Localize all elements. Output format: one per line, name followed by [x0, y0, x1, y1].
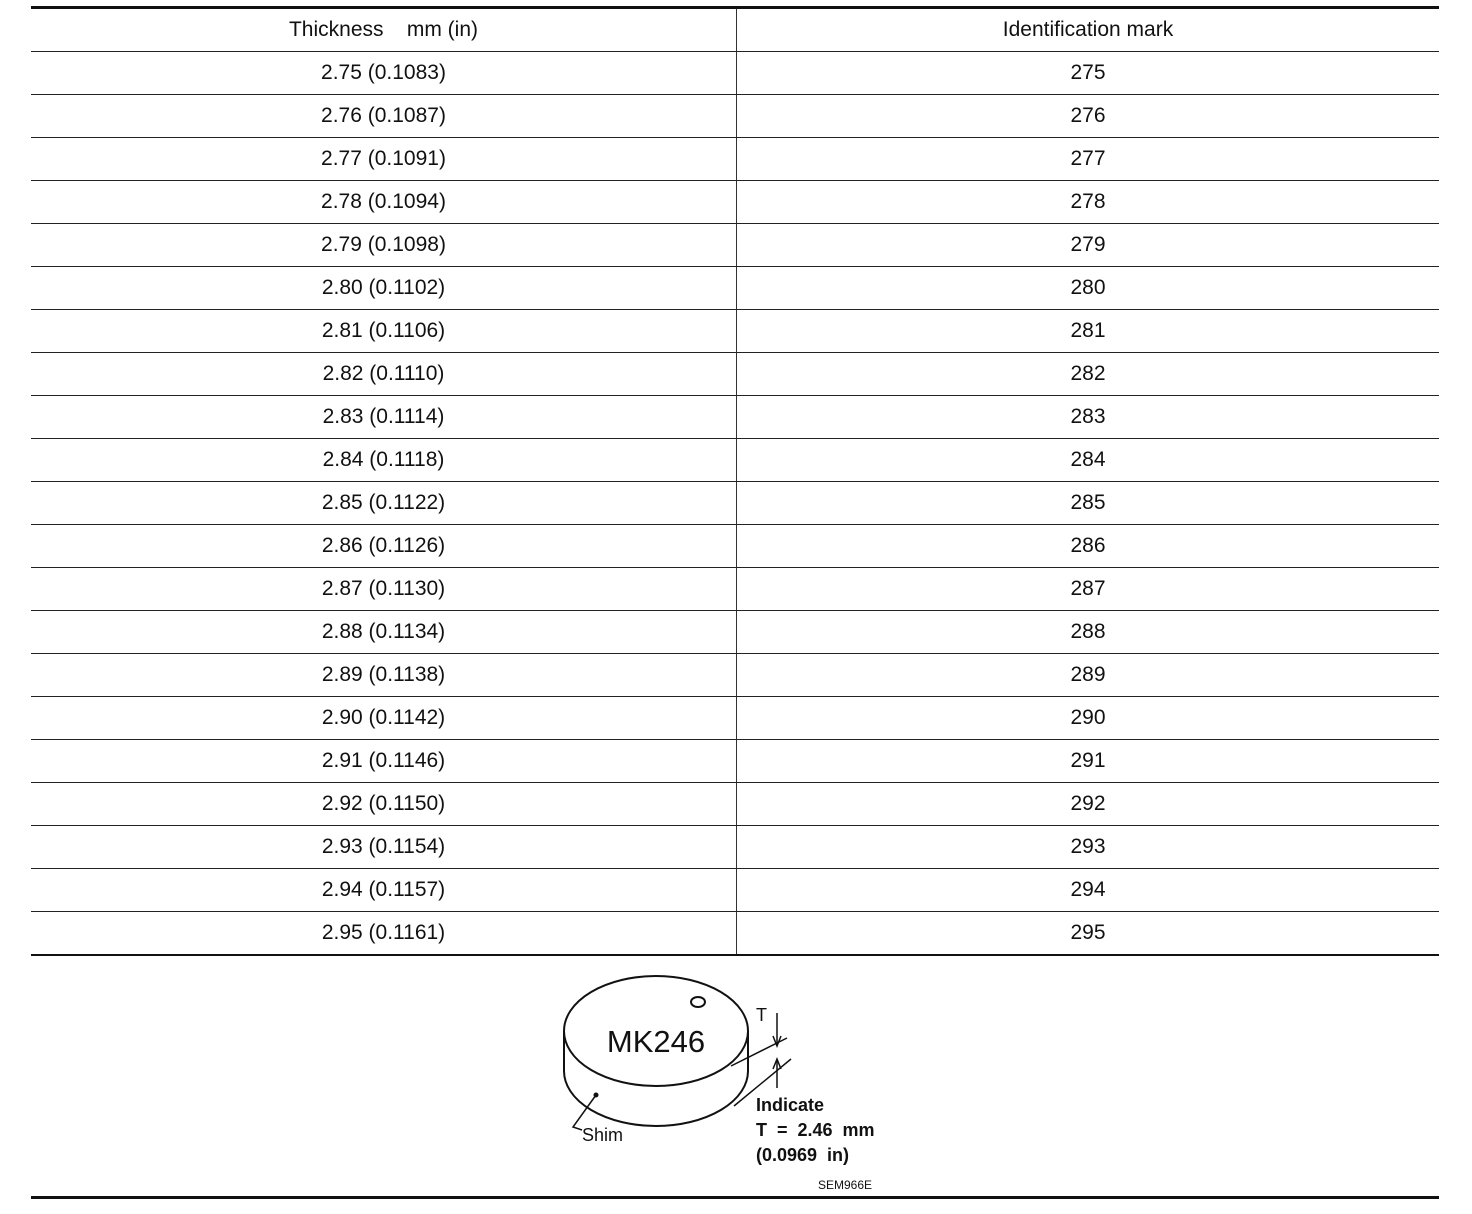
shim-hole-icon	[691, 997, 705, 1007]
identification-mark-cell: 294	[737, 869, 1440, 912]
shim-marking-text: MK246	[606, 1024, 706, 1059]
thickness-t-label: T	[756, 1005, 767, 1025]
identification-mark-cell: 277	[737, 138, 1440, 181]
identification-mark-cell: 284	[737, 439, 1440, 482]
table-row	[31, 224, 1439, 267]
identification-mark-cell: 295	[1070, 921, 1106, 944]
identification-mark-cell: 275	[737, 52, 1440, 95]
thickness-cell: 2.84 (0.1118)	[31, 439, 737, 482]
identification-mark-cell: 283	[737, 396, 1440, 439]
thickness-cell: 2.92 (0.1150)	[31, 783, 737, 826]
table-row	[31, 52, 1439, 95]
table-row	[31, 396, 1439, 439]
identification-mark-cell: 282	[737, 353, 1440, 396]
identification-mark-cell: 280	[737, 267, 1440, 310]
thickness-cell: 2.85 (0.1122)	[31, 482, 737, 525]
indicate-value-in: (0.0969 in)	[756, 1145, 850, 1165]
shim-thickness-table	[31, 6, 1439, 956]
table-row	[31, 525, 1439, 568]
header-identification-mark: Identification mark	[737, 8, 1440, 52]
thickness-cell: 2.78 (0.1094)	[31, 181, 737, 224]
thickness-cell: 2.79 (0.1098)	[31, 224, 737, 267]
indicate-value-mm: T = 2.46 mm	[756, 1120, 875, 1140]
identification-mark-cell: 288	[737, 611, 1440, 654]
table-row	[31, 783, 1439, 826]
table-row	[31, 267, 1439, 310]
shim-illustration	[31, 956, 1439, 1198]
identification-mark-cell: 285	[737, 482, 1440, 525]
thickness-cell: 2.86 (0.1126)	[31, 525, 737, 568]
table-row	[31, 654, 1439, 697]
thickness-cell: 2.81 (0.1106)	[31, 310, 737, 353]
thickness-cell: 2.83 (0.1114)	[31, 396, 737, 439]
thickness-cell: 2.76 (0.1087)	[31, 95, 737, 138]
table-row	[31, 869, 1439, 912]
identification-mark-cell: 293	[737, 826, 1440, 869]
identification-mark-cell: 279	[737, 224, 1440, 267]
identification-mark-cell: 281	[737, 310, 1440, 353]
figure-code: SEM966E	[818, 1178, 873, 1192]
shim-drawing	[31, 956, 1439, 1198]
table-row	[31, 482, 1439, 525]
table-row	[31, 181, 1439, 224]
identification-mark-cell: 286	[737, 525, 1440, 568]
table-row	[31, 611, 1439, 654]
bottom-rule	[31, 1196, 1439, 1199]
identification-mark-cell: 291	[737, 740, 1440, 783]
thickness-cell: 2.82 (0.1110)	[31, 353, 737, 396]
table-row	[31, 353, 1439, 396]
thickness-cell: 2.91 (0.1146)	[31, 740, 737, 783]
shim-label: Shim	[582, 1125, 624, 1145]
identification-mark-cell: 278	[737, 181, 1440, 224]
table-row	[31, 912, 1439, 956]
thickness-cell: 2.89 (0.1138)	[31, 654, 737, 697]
table-row	[31, 568, 1439, 611]
identification-mark-cell: 289	[737, 654, 1440, 697]
table-row	[31, 95, 1439, 138]
table-body	[31, 52, 1439, 956]
indicate-label: Indicate	[756, 1095, 825, 1115]
thickness-cell: 2.87 (0.1130)	[31, 568, 737, 611]
table-row	[31, 138, 1439, 181]
table-row	[31, 740, 1439, 783]
table-row	[31, 697, 1439, 740]
table-header-row	[31, 8, 1439, 52]
thickness-cell: 2.80 (0.1102)	[31, 267, 737, 310]
identification-mark-cell: 292	[737, 783, 1440, 826]
thickness-cell: 2.95 (0.1161)	[31, 912, 737, 956]
thickness-cell: 2.77 (0.1091)	[31, 138, 737, 181]
identification-mark-cell: 287	[737, 568, 1440, 611]
table-row	[31, 826, 1439, 869]
thickness-cell: 2.75 (0.1083)	[31, 52, 737, 95]
thickness-cell: 2.94 (0.1157)	[31, 869, 737, 912]
identification-mark-cell: 276	[737, 95, 1440, 138]
thickness-cell: 2.88 (0.1134)	[31, 611, 737, 654]
table-row	[31, 439, 1439, 482]
thickness-cell: 2.93 (0.1154)	[31, 826, 737, 869]
header-thickness: Thickness mm (in)	[31, 8, 737, 52]
table-row	[31, 310, 1439, 353]
thickness-cell: 2.90 (0.1142)	[31, 697, 737, 740]
document-page	[31, 6, 1439, 1192]
identification-mark-cell: 290	[737, 697, 1440, 740]
